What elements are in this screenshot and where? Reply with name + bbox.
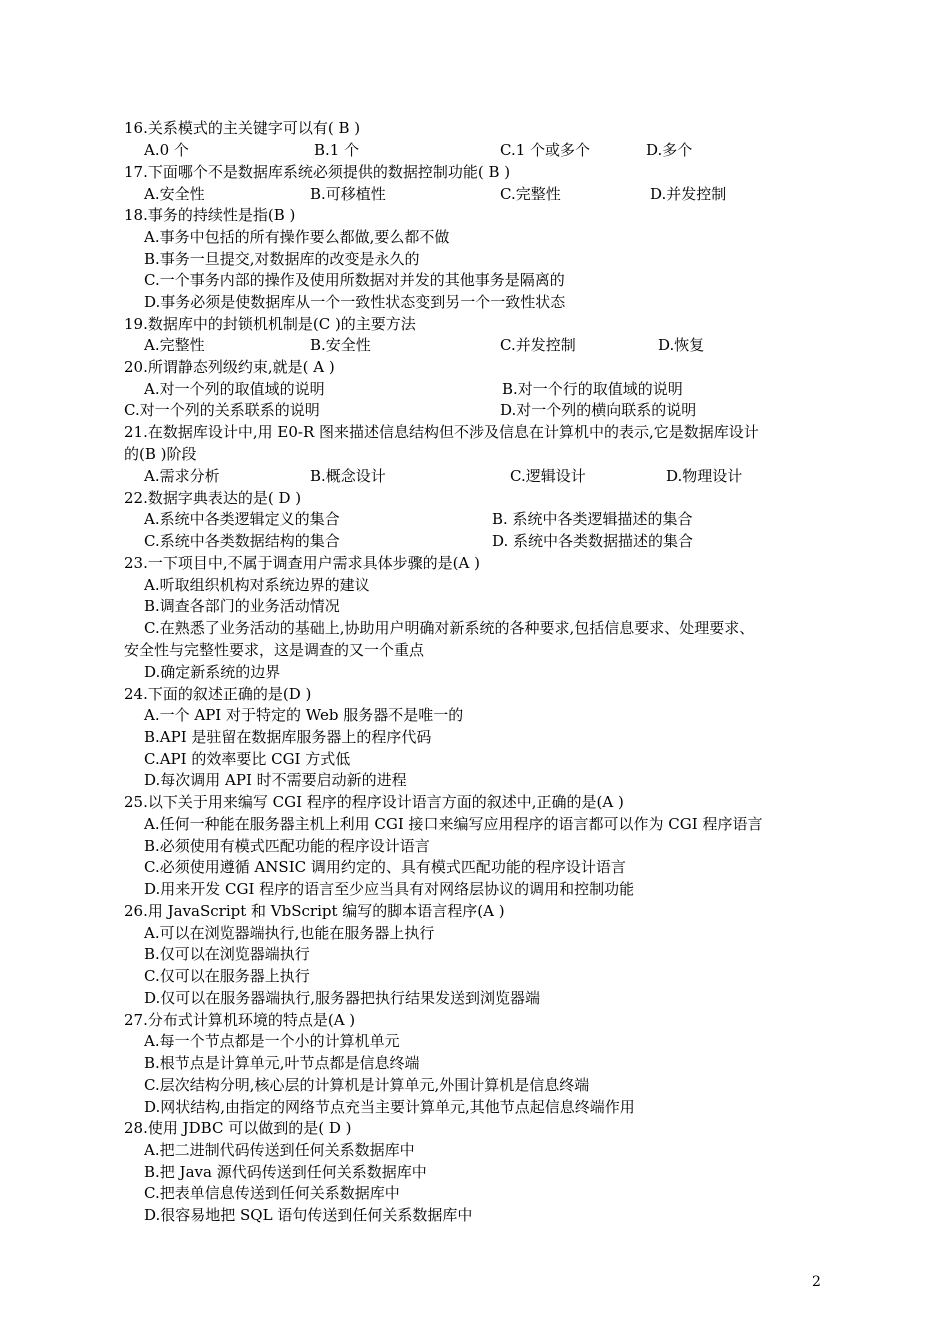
text-line: D. 系统中各类数据描述的集合 xyxy=(492,532,694,550)
text-line: A.完整性 xyxy=(144,336,205,354)
text-line: D.多个 xyxy=(646,141,693,159)
text-line: D.很容易地把 SQL 语句传送到任何关系数据库中 xyxy=(144,1206,473,1224)
text-line: A.听取组织机构对系统边界的建议 xyxy=(144,576,370,594)
text-line: D.对一个列的横向联系的说明 xyxy=(500,401,697,419)
text-line: 23.一下项目中,不属于调查用户需求具体步骤的是(A ) xyxy=(124,554,480,572)
text-line: A.安全性 xyxy=(144,185,205,203)
text-line: C.把表单信息传送到任何关系数据库中 xyxy=(144,1184,400,1202)
text-line: 25.以下关于用来编写 CGI 程序的程序设计语言方面的叙述中,正确的是(A ) xyxy=(124,793,624,811)
text-line: B.安全性 xyxy=(310,336,371,354)
text-line: D.用来开发 CGI 程序的语言至少应当具有对网络层协议的调用和控制功能 xyxy=(144,880,635,898)
text-line: C.一个事务内部的操作及使用所数据对并发的其他事务是隔离的 xyxy=(144,271,565,289)
text-line: C.层次结构分明,核心层的计算机是计算单元,外围计算机是信息终端 xyxy=(144,1076,590,1094)
text-line: C.必须使用遵循 ANSIC 调用约定的、具有模式匹配功能的程序设计语言 xyxy=(144,858,626,876)
text-line: B.必须使用有模式匹配功能的程序设计语言 xyxy=(144,837,430,855)
text-line: B.调查各部门的业务活动情况 xyxy=(144,597,340,615)
text-line: 16.关系模式的主关键字可以有( B ) xyxy=(124,119,361,137)
text-line: D.恢复 xyxy=(658,336,705,354)
text-line: 的(B )阶段 xyxy=(124,445,197,463)
text-line: C.并发控制 xyxy=(500,336,576,354)
text-line: D.事务必须是使数据库从一个一致性状态变到另一个一致性状态 xyxy=(144,293,566,311)
text-line: B.概念设计 xyxy=(310,467,386,485)
text-line: C.在熟悉了业务活动的基础上,协助用户明确对新系统的各种要求,包括信息要求、处理要求、 xyxy=(144,619,755,637)
text-line: A.一个 API 对于特定的 Web 服务器不是唯一的 xyxy=(144,706,464,724)
text-line: C.逻辑设计 xyxy=(510,467,586,485)
text-line: 19.数据库中的封锁机机制是(C )的主要方法 xyxy=(124,315,416,333)
text-line: B.根节点是计算单元,叶节点都是信息终端 xyxy=(144,1054,420,1072)
text-line: A.可以在浏览器端执行,也能在服务器上执行 xyxy=(144,924,435,942)
text-line: B.仅可以在浏览器端执行 xyxy=(144,945,310,963)
text-line: D.网状结构,由指定的网络节点充当主要计算单元,其他节点起信息终端作用 xyxy=(144,1098,635,1116)
text-line: B.1 个 xyxy=(314,141,360,159)
text-line: B.事务一旦提交,对数据库的改变是永久的 xyxy=(144,250,420,268)
text-line: 22.数据字典表达的是( D ) xyxy=(124,489,302,507)
text-line: 18.事务的持续性是指(B ) xyxy=(124,206,296,224)
text-line: C.1 个或多个 xyxy=(500,141,591,159)
text-line: A.任何一种能在服务器主机上利用 CGI 接口来编写应用程序的语言都可以作为 CGI 程序语言 xyxy=(144,815,763,833)
text-line: A.对一个列的取值域的说明 xyxy=(144,380,325,398)
text-line: A.事务中包括的所有操作要么都做,要么都不做 xyxy=(144,228,450,246)
text-line: B. 系统中各类逻辑描述的集合 xyxy=(492,510,693,528)
text-line: A.需求分析 xyxy=(144,467,220,485)
text-line: 20.所谓静态列级约束,就是( A ) xyxy=(124,358,335,376)
text-line: D.仅可以在服务器端执行,服务器把执行结果发送到浏览器端 xyxy=(144,989,541,1007)
text-line: 24.下面的叙述正确的是(D ) xyxy=(124,685,312,703)
text-line: 17.下面哪个不是数据库系统必须提供的数据控制功能( B ) xyxy=(124,163,511,181)
text-line: D.每次调用 API 时不需要启动新的进程 xyxy=(144,771,407,789)
page-number: 2 xyxy=(812,1274,821,1290)
text-line: 28.使用 JDBC 可以做到的是( D ) xyxy=(124,1119,352,1137)
text-line: 21.在数据库设计中,用 E0-R 图来描述信息结构但不涉及信息在计算机中的表示,它是数据库设计 xyxy=(124,423,759,441)
text-line: C.API 的效率要比 CGI 方式低 xyxy=(144,750,351,768)
text-line: B.把 Java 源代码传送到任何关系数据库中 xyxy=(144,1163,427,1181)
text-line: 安全性与完整性要求，这是调查的又一个重点 xyxy=(124,641,425,659)
text-line: C.完整性 xyxy=(500,185,561,203)
text-line: A.系统中各类逻辑定义的集合 xyxy=(144,510,340,528)
text-line: D.并发控制 xyxy=(650,185,727,203)
text-line: D.确定新系统的边界 xyxy=(144,663,281,681)
text-line: C.对一个列的关系联系的说明 xyxy=(124,401,320,419)
text-line: B.对一个行的取值域的说明 xyxy=(502,380,683,398)
text-line: B.可移植性 xyxy=(310,185,386,203)
text-line: 27.分布式计算机环境的特点是(A ) xyxy=(124,1011,356,1029)
text-line: A.每一个节点都是一个小的计算机单元 xyxy=(144,1032,400,1050)
text-line: A.0 个 xyxy=(144,141,189,159)
text-line: B.API 是驻留在数据库服务器上的程序代码 xyxy=(144,728,432,746)
text-line: C.仅可以在服务器上执行 xyxy=(144,967,310,985)
text-line: D.物理设计 xyxy=(666,467,743,485)
text-line: 26.用 JavaScript 和 VbScript 编写的脚本语言程序(A ) xyxy=(124,902,505,920)
text-line: C.系统中各类数据结构的集合 xyxy=(144,532,340,550)
text-line: A.把二进制代码传送到任何关系数据库中 xyxy=(144,1141,415,1159)
